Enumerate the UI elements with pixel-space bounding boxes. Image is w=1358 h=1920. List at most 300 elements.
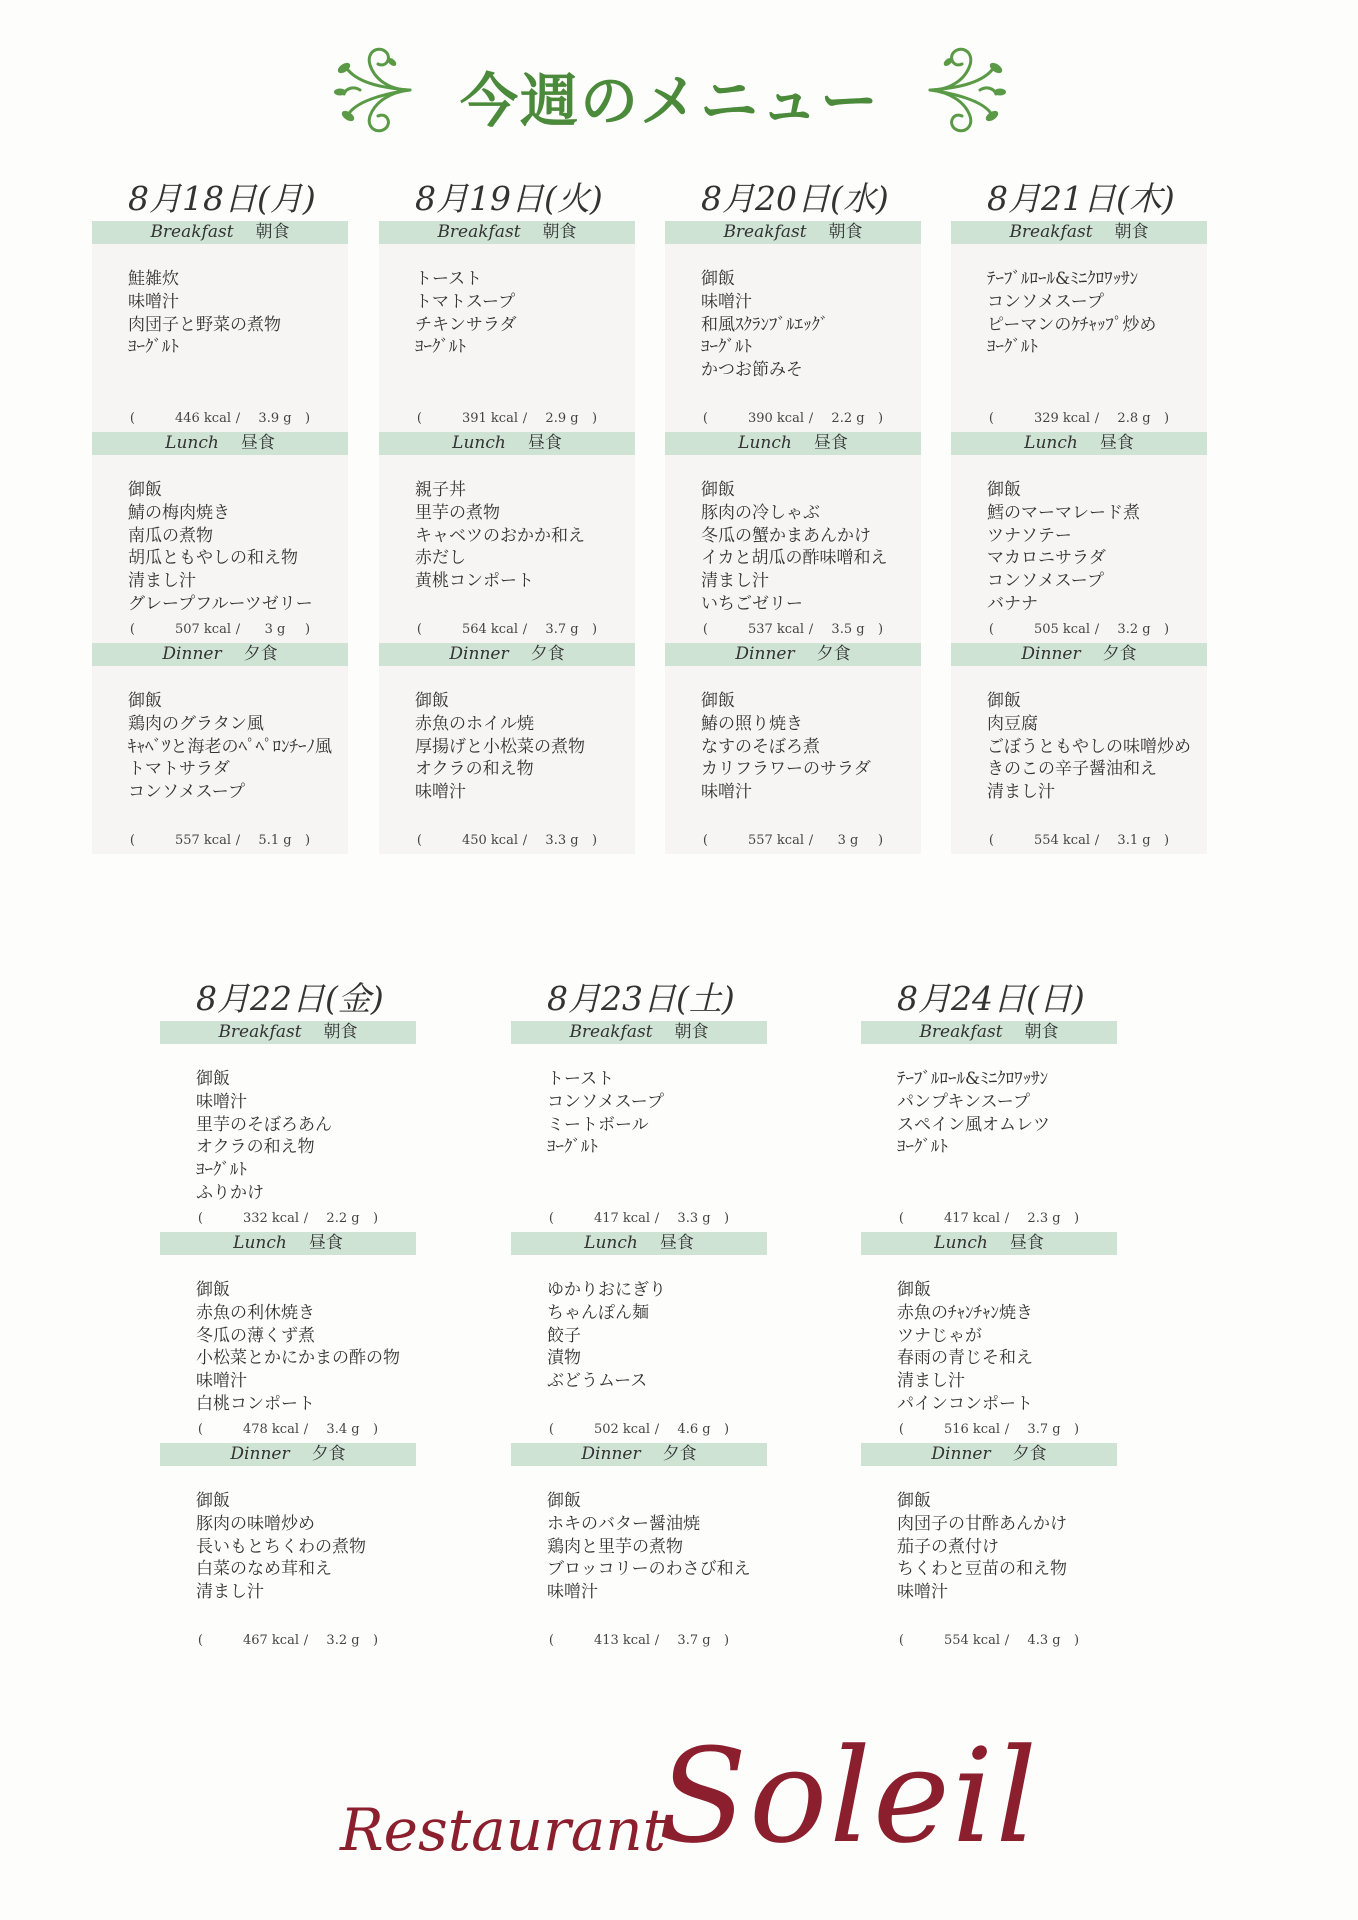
kcal-value: 332 kcal [242, 1211, 299, 1226]
menu-item: ﾖｰｸﾞﾙﾄ [987, 337, 1038, 358]
salt-value: 2.2 g [831, 411, 865, 426]
lunch-label-en: Lunch [165, 433, 219, 453]
menu-item: 清まし汁 [196, 1582, 264, 1603]
paren-close: ) [1164, 411, 1170, 426]
menu-item: 白桃コンポート [196, 1393, 315, 1414]
menu-item: チキンサラダ [415, 314, 517, 335]
separator: / [1004, 1211, 1010, 1226]
paren-close: ) [878, 833, 884, 848]
breakfast-menu [92, 244, 348, 432]
lunch-label-ja: 昼食 [1099, 433, 1134, 453]
menu-item: 長いもとちくわの煮物 [196, 1536, 366, 1557]
breakfast-header [665, 221, 921, 244]
menu-item: キャベツのおかか和え [415, 525, 585, 546]
salt-value: 3.1 g [1117, 833, 1151, 848]
kcal-value: 505 kcal [1033, 622, 1090, 637]
breakfast-menu [861, 1044, 1117, 1232]
lunch-label-ja: 昼食 [308, 1233, 343, 1253]
separator: / [654, 1633, 660, 1648]
menu-item: 御飯 [128, 691, 162, 711]
nutrition-info [92, 833, 348, 848]
dinner-label-en: Dinner [230, 1444, 290, 1464]
nutrition-info [861, 1211, 1117, 1226]
menu-item: 南瓜の煮物 [128, 525, 213, 546]
dinner-header [861, 1443, 1117, 1466]
nutrition-info [665, 622, 921, 637]
menu-item: 味噌汁 [128, 291, 179, 312]
menu-item: 厚揚げと小松菜の煮物 [415, 736, 585, 757]
lunch-label-ja: 昼食 [1009, 1233, 1044, 1253]
separator: / [522, 411, 528, 426]
footer-prefix: Restaurant [340, 1796, 666, 1864]
kcal-value: 502 kcal [593, 1422, 650, 1437]
menu-item: 鯖の梅肉焼き [128, 502, 230, 523]
menu-item: ゆかりおにぎり [547, 1280, 666, 1300]
day-column [379, 177, 635, 854]
menu-item: パインコンポート [897, 1393, 1033, 1414]
menu-item: 肉団子の甘酢あんかけ [897, 1513, 1067, 1534]
kcal-value: 554 kcal [943, 1633, 1000, 1648]
menu-item: 里芋のそぼろあん [196, 1114, 332, 1135]
lunch-label-ja: 昼食 [813, 433, 848, 453]
menu-item: ピーマンのｹﾁｬｯﾌﾟ炒め [987, 314, 1157, 335]
separator: / [522, 622, 528, 637]
menu-item: スペイン風オムレツ [897, 1114, 1050, 1135]
menu-item: 冬瓜の薄くず煮 [196, 1325, 315, 1346]
menu-item: ブロッコリーのわさび和え [547, 1559, 751, 1580]
paren-open: ( [988, 622, 994, 637]
paren-close: ) [592, 622, 598, 637]
paren-open: ( [898, 1633, 904, 1648]
paren-close: ) [305, 622, 311, 637]
salt-value: 2.3 g [1027, 1211, 1061, 1226]
lunch-label-en: Lunch [452, 433, 506, 453]
day-column [665, 177, 921, 854]
breakfast-menu [665, 244, 921, 432]
kcal-value: 557 kcal [174, 833, 231, 848]
lunch-menu [861, 1255, 1117, 1443]
menu-item: マカロニサラダ [987, 548, 1106, 569]
menu-item: バナナ [987, 593, 1038, 614]
paren-close: ) [305, 411, 311, 426]
menu-item: 御飯 [897, 1491, 931, 1511]
lunch-label-en: Lunch [934, 1233, 988, 1253]
kcal-value: 564 kcal [461, 622, 518, 637]
salt-value: 3.7 g [677, 1633, 711, 1648]
breakfast-label-ja: 朝食 [1114, 222, 1149, 242]
paren-open: ( [416, 833, 422, 848]
nutrition-info [160, 1422, 416, 1437]
paren-open: ( [702, 622, 708, 637]
menu-item: パンプキンスープ [897, 1091, 1030, 1112]
paren-open: ( [197, 1633, 203, 1648]
menu-item: 味噌汁 [701, 782, 752, 803]
breakfast-label-en: Breakfast [150, 222, 234, 242]
lunch-label-ja: 昼食 [527, 433, 562, 453]
separator: / [1094, 622, 1100, 637]
breakfast-label-ja: 朝食 [323, 1022, 358, 1042]
menu-item: 味噌汁 [196, 1091, 247, 1112]
paren-open: ( [129, 833, 135, 848]
menu-item: 赤魚のホイル焼 [415, 713, 534, 734]
dinner-menu [861, 1466, 1117, 1654]
salt-value: 3.3 g [545, 833, 579, 848]
dinner-menu [665, 666, 921, 854]
day-column [92, 177, 348, 854]
menu-item: ﾃｰﾌﾞﾙﾛｰﾙ&ﾐﾆｸﾛﾜｯｻﾝ [987, 269, 1139, 289]
salt-value: 3.4 g [326, 1422, 360, 1437]
kcal-value: 390 kcal [747, 411, 804, 426]
menu-item: ﾖｰｸﾞﾙﾄ [415, 337, 466, 358]
menu-item: 豚肉の冷しゃぶ [701, 502, 820, 523]
menu-item: オクラの和え物 [415, 759, 534, 780]
paren-open: ( [129, 411, 135, 426]
menu-item: ツナじゃが [897, 1325, 982, 1346]
paren-close: ) [724, 1633, 730, 1648]
dinner-menu [92, 666, 348, 854]
menu-item: 御飯 [701, 480, 735, 500]
nutrition-info [511, 1211, 767, 1226]
menu-item: ﾖｰｸﾞﾙﾄ [128, 337, 179, 358]
dinner-label-ja: 夕食 [662, 1444, 697, 1464]
breakfast-menu [160, 1044, 416, 1232]
paren-close: ) [1074, 1211, 1080, 1226]
nutrition-info [160, 1211, 416, 1226]
lunch-label-ja: 昼食 [659, 1233, 694, 1253]
paren-close: ) [373, 1211, 379, 1226]
dinner-label-en: Dinner [581, 1444, 641, 1464]
separator: / [1004, 1422, 1010, 1437]
menu-item: トマトスープ [415, 291, 516, 312]
nutrition-info [665, 833, 921, 848]
separator: / [808, 833, 814, 848]
menu-item: 胡瓜ともやしの和え物 [128, 548, 298, 569]
menu-item: 御飯 [701, 269, 735, 289]
menu-item: 清まし汁 [987, 782, 1055, 803]
lunch-menu [379, 455, 635, 643]
breakfast-label-ja: 朝食 [542, 222, 577, 242]
paren-open: ( [548, 1211, 554, 1226]
lunch-header [951, 432, 1207, 455]
menu-item: 味噌汁 [897, 1582, 948, 1603]
day-date: 8月18日(月) [128, 179, 316, 218]
dinner-header [160, 1443, 416, 1466]
salt-value: 3.2 g [1117, 622, 1151, 637]
paren-close: ) [724, 1422, 730, 1437]
lunch-header [665, 432, 921, 455]
menu-item: ちゃんぽん麺 [547, 1302, 649, 1323]
kcal-value: 446 kcal [174, 411, 231, 426]
nutrition-info [379, 411, 635, 426]
paren-open: ( [548, 1422, 554, 1437]
dinner-menu [160, 1466, 416, 1654]
menu-item: ミートボール [547, 1114, 649, 1135]
dinner-label-ja: 夕食 [311, 1444, 346, 1464]
menu-item: カリフラワーのサラダ [701, 759, 871, 780]
breakfast-header [92, 221, 348, 244]
salt-value: 3.7 g [1027, 1422, 1061, 1437]
paren-open: ( [898, 1422, 904, 1437]
menu-item: 春雨の青じそ和え [897, 1348, 1033, 1369]
menu-item: ﾖｰｸﾞﾙﾄ [547, 1137, 598, 1158]
menu-item: 里芋の煮物 [415, 502, 500, 523]
paren-close: ) [878, 411, 884, 426]
menu-item: ぶどうムース [547, 1371, 648, 1392]
menu-item: ﾖｰｸﾞﾙﾄ [196, 1160, 247, 1181]
kcal-value: 507 kcal [174, 622, 231, 637]
day-date: 8月23日(土) [547, 979, 735, 1018]
kcal-value: 417 kcal [943, 1211, 1000, 1226]
day-column [511, 977, 767, 1654]
kcal-value: 478 kcal [242, 1422, 299, 1437]
separator: / [522, 833, 528, 848]
paren-open: ( [197, 1211, 203, 1226]
day-date: 8月19日(火) [415, 179, 603, 218]
salt-value: 2.8 g [1117, 411, 1151, 426]
paren-close: ) [878, 622, 884, 637]
lunch-menu [951, 455, 1207, 643]
breakfast-label-en: Breakfast [437, 222, 521, 242]
menu-item: 御飯 [196, 1491, 230, 1511]
dinner-menu [951, 666, 1207, 854]
menu-item: ふりかけ [196, 1182, 264, 1203]
lunch-label-en: Lunch [233, 1233, 287, 1253]
kcal-value: 391 kcal [461, 411, 518, 426]
breakfast-header [160, 1021, 416, 1044]
menu-item: ホキのバター醤油焼 [547, 1513, 700, 1534]
lunch-label-en: Lunch [738, 433, 792, 453]
paren-open: ( [988, 833, 994, 848]
separator: / [1004, 1633, 1010, 1648]
paren-open: ( [416, 622, 422, 637]
menu-item: グレープフルーツゼリー [128, 593, 313, 614]
salt-value: 3.7 g [545, 622, 579, 637]
nutrition-info [92, 622, 348, 637]
breakfast-menu [951, 244, 1207, 432]
breakfast-label-en: Breakfast [218, 1022, 302, 1042]
menu-item: トースト [547, 1069, 615, 1089]
breakfast-label-en: Breakfast [723, 222, 807, 242]
separator: / [1094, 833, 1100, 848]
dinner-label-en: Dinner [931, 1444, 991, 1464]
paren-close: ) [373, 1633, 379, 1648]
paren-close: ) [592, 833, 598, 848]
paren-close: ) [1164, 833, 1170, 848]
dinner-header [92, 643, 348, 666]
menu-item: オクラの和え物 [196, 1137, 315, 1158]
menu-item: コンソメスープ [987, 571, 1104, 592]
breakfast-header [511, 1021, 767, 1044]
menu-item: トースト [415, 269, 483, 289]
separator: / [654, 1422, 660, 1437]
menu-item: ごぼうともやしの味噌炒め [987, 736, 1191, 757]
separator: / [235, 411, 241, 426]
nutrition-info [511, 1633, 767, 1648]
breakfast-label-en: Breakfast [1009, 222, 1093, 242]
salt-value: 3.2 g [326, 1633, 360, 1648]
kcal-value: 516 kcal [943, 1422, 1000, 1437]
breakfast-header [861, 1021, 1117, 1044]
menu-item: いちごゼリー [701, 593, 803, 614]
menu-item: 御飯 [196, 1280, 230, 1300]
menu-item: 茄子の煮付け [897, 1536, 999, 1557]
menu-item: 白菜のなめ茸和え [196, 1559, 332, 1580]
kcal-value: 467 kcal [242, 1633, 299, 1648]
separator: / [654, 1211, 660, 1226]
separator: / [303, 1211, 309, 1226]
salt-value: 3.9 g [258, 411, 292, 426]
separator: / [235, 622, 241, 637]
separator: / [1094, 411, 1100, 426]
lunch-header [92, 432, 348, 455]
menu-item: コンソメスープ [128, 782, 245, 803]
menu-item: 和風ｽｸﾗﾝﾌﾞﾙｴｯｸﾞ [701, 314, 829, 335]
menu-item: 冬瓜の蟹かまあんかけ [701, 525, 871, 546]
breakfast-header [951, 221, 1207, 244]
menu-item: 味噌汁 [547, 1582, 598, 1603]
separator: / [303, 1422, 309, 1437]
day-date: 8月21日(木) [987, 179, 1175, 218]
menu-item: かつお節みそ [701, 360, 803, 381]
breakfast-header [379, 221, 635, 244]
menu-item: 御飯 [128, 480, 162, 500]
salt-value: 4.6 g [677, 1422, 711, 1437]
paren-close: ) [305, 833, 311, 848]
menu-item: ｷｬﾍﾞﾂと海老のﾍﾟﾍﾟﾛﾝﾁｰﾉ風 [128, 736, 332, 757]
nutrition-info [861, 1633, 1117, 1648]
separator: / [303, 1633, 309, 1648]
breakfast-menu [379, 244, 635, 432]
menu-item: イカと胡瓜の酢味噌和え [701, 548, 888, 569]
menu-item: コンソメスープ [987, 291, 1104, 312]
breakfast-label-ja: 朝食 [828, 222, 863, 242]
paren-close: ) [1164, 622, 1170, 637]
menu-item: 赤魚のﾁｬﾝﾁｬﾝ焼き [897, 1302, 1033, 1323]
breakfast-label-ja: 朝食 [1024, 1022, 1059, 1042]
menu-item: 鱈のマーマレード煮 [987, 502, 1140, 523]
menu-item: ツナソテー [987, 525, 1072, 546]
menu-item: 清まし汁 [701, 571, 769, 592]
dinner-header [951, 643, 1207, 666]
dinner-label-ja: 夕食 [1102, 644, 1137, 664]
lunch-menu [92, 455, 348, 643]
kcal-value: 417 kcal [593, 1211, 650, 1226]
menu-item: ﾃｰﾌﾞﾙﾛｰﾙ&ﾐﾆｸﾛﾜｯｻﾝ [897, 1069, 1049, 1089]
dinner-label-en: Dinner [162, 644, 222, 664]
footer-brand: Soleil [658, 1720, 1039, 1872]
dinner-label-ja: 夕食 [816, 644, 851, 664]
day-column [861, 977, 1117, 1654]
salt-value: 2.9 g [545, 411, 579, 426]
dinner-header [379, 643, 635, 666]
salt-value: 4.3 g [1027, 1633, 1061, 1648]
dinner-label-en: Dinner [735, 644, 795, 664]
menu-item: 小松菜とかにかまの酢の物 [196, 1348, 400, 1369]
nutrition-info [861, 1422, 1117, 1437]
menu-item: 御飯 [987, 691, 1021, 711]
day-date: 8月20日(水) [701, 179, 889, 218]
paren-close: ) [1074, 1633, 1080, 1648]
menu-item: 親子丼 [415, 480, 466, 500]
salt-value: 3.5 g [831, 622, 865, 637]
dinner-label-ja: 夕食 [530, 644, 565, 664]
menu-item: 鰆の照り焼き [701, 713, 803, 734]
paren-close: ) [592, 411, 598, 426]
menu-item: 肉団子と野菜の煮物 [128, 314, 281, 335]
paren-open: ( [129, 622, 135, 637]
menu-item: 肉豆腐 [987, 713, 1038, 734]
menu-item: 鶏肉のグラタン風 [128, 713, 264, 734]
kcal-value: 329 kcal [1033, 411, 1090, 426]
dinner-menu [379, 666, 635, 854]
nutrition-info [379, 833, 635, 848]
menu-item: 御飯 [547, 1491, 581, 1511]
menu-item: 御飯 [196, 1069, 230, 1089]
menu-item: 鮭雑炊 [128, 269, 179, 289]
nutrition-info [379, 622, 635, 637]
paren-close: ) [1074, 1422, 1080, 1437]
menu-item: 味噌汁 [196, 1371, 247, 1392]
nutrition-info [511, 1422, 767, 1437]
salt-value: 2.2 g [326, 1211, 360, 1226]
menu-item: きのこの辛子醤油和え [987, 759, 1157, 780]
breakfast-label-en: Breakfast [569, 1022, 653, 1042]
menu-item: なすのそぼろ煮 [701, 736, 820, 757]
lunch-header [379, 432, 635, 455]
kcal-value: 537 kcal [747, 622, 804, 637]
dinner-label-en: Dinner [1021, 644, 1081, 664]
menu-item: 味噌汁 [415, 782, 466, 803]
paren-close: ) [724, 1211, 730, 1226]
menu-item: 豚肉の味噌炒め [196, 1513, 315, 1534]
paren-open: ( [548, 1633, 554, 1648]
menu-item: ﾖｰｸﾞﾙﾄ [897, 1137, 948, 1158]
breakfast-label-en: Breakfast [919, 1022, 1003, 1042]
lunch-label-en: Lunch [584, 1233, 638, 1253]
separator: / [235, 833, 241, 848]
menu-item: 餃子 [547, 1325, 581, 1346]
nutrition-info [665, 411, 921, 426]
salt-value: 5.1 g [258, 833, 292, 848]
salt-value: 3 g [264, 622, 286, 637]
menu-item: 赤だし [415, 548, 466, 569]
paren-open: ( [416, 411, 422, 426]
restaurant-logo [340, 1720, 1040, 1880]
kcal-value: 554 kcal [1033, 833, 1090, 848]
nutrition-info [951, 622, 1207, 637]
breakfast-menu [511, 1044, 767, 1232]
dinner-label-ja: 夕食 [1012, 1444, 1047, 1464]
menu-item: 赤魚の利休焼き [196, 1302, 315, 1323]
separator: / [808, 622, 814, 637]
paren-open: ( [898, 1211, 904, 1226]
day-column [951, 177, 1207, 854]
menu-item: 御飯 [701, 691, 735, 711]
day-date: 8月24日(日) [897, 979, 1085, 1018]
menu-item: 御飯 [897, 1280, 931, 1300]
lunch-menu [160, 1255, 416, 1443]
lunch-label-en: Lunch [1024, 433, 1078, 453]
header [0, 40, 1358, 140]
nutrition-info [92, 411, 348, 426]
dinner-label-en: Dinner [449, 644, 509, 664]
nutrition-info [160, 1633, 416, 1648]
paren-open: ( [702, 411, 708, 426]
paren-open: ( [988, 411, 994, 426]
page-title: 今週のメニュー [459, 67, 880, 135]
menu-item: 鶏肉と里芋の煮物 [547, 1536, 683, 1557]
kcal-value: 413 kcal [593, 1633, 650, 1648]
